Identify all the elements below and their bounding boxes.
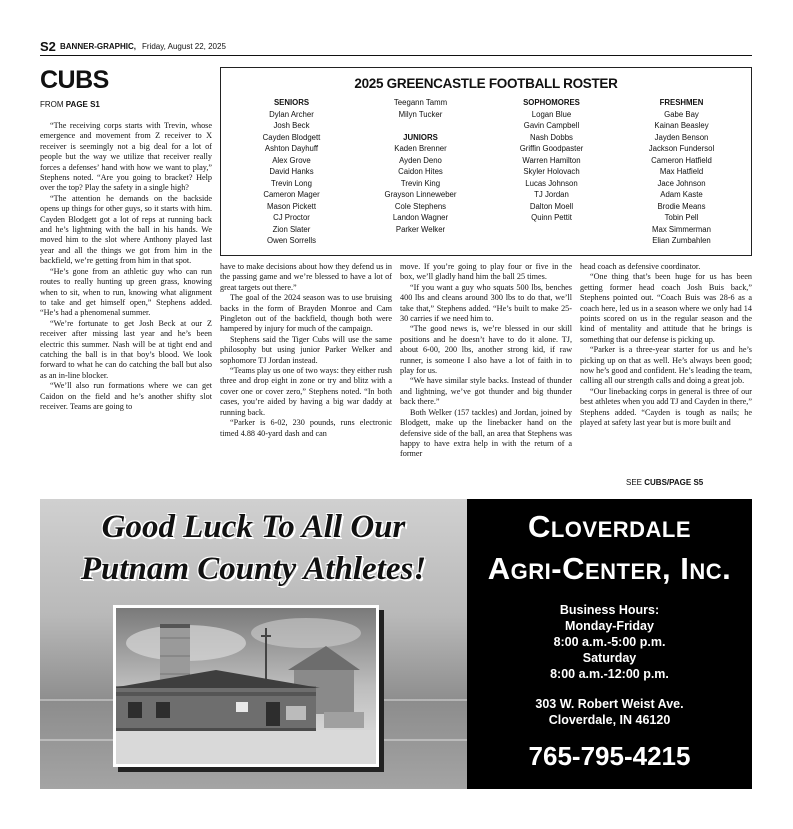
weekday-hours: 8:00 a.m.-5:00 p.m. xyxy=(553,635,666,649)
weekday-label: Monday-Friday xyxy=(565,619,654,633)
saturday-hours: 8:00 a.m.-12:00 p.m. xyxy=(550,667,669,681)
jump-from-line xyxy=(40,100,100,109)
roster-player: CJ Proctor xyxy=(273,213,310,222)
freshmen-list xyxy=(629,109,734,247)
article-paragraph: “We have similar style backs. Instead of thunder and lightning, we’ve got thunder and big thunder back there.” xyxy=(400,376,572,407)
article-paragraph: “Parker is 6-02, 230 pounds, runs electronic timed 4.88 40-yard dash and can xyxy=(220,418,392,438)
street-address: 303 W. Robert Weist Ave. xyxy=(535,697,684,711)
roster-player: Gavin Campbell xyxy=(523,121,580,130)
roster-player: Tobin Pell xyxy=(664,213,699,222)
article-paragraph: “Teams play us one of two ways: they either rush three and drop eight in zone or try and blitz with a cover one or cover zero,” Stephens noted. “In both cases, you’re aided by having a big war daddy at running back. xyxy=(220,366,392,417)
roster-freshmen xyxy=(629,97,734,247)
roster-player: Skyler Holovach xyxy=(523,167,580,176)
see-prefix: SEE xyxy=(626,478,643,487)
ad-left-panel xyxy=(40,499,467,789)
article-column-2 xyxy=(220,262,392,439)
article-paragraph: The goal of the 2024 season was to use bruising backs in the form of Brayden Monroe and Cam Pingleton out of the backfield, though both were hampered by injury for much of the campaign. xyxy=(220,293,392,334)
roster-player: Logan Blue xyxy=(531,109,572,119)
roster-player: Caidon Hites xyxy=(398,167,443,176)
article-paragraph: “If you want a guy who squats 500 lbs, benches 400 lbs and cleans around 300 lbs to do that, we’ll take that,” Stephens added. “He’s built to make 25-30 carries if we need him to. xyxy=(400,282,572,324)
roster-player: Kaden Brenner xyxy=(394,144,447,153)
roster-player: Ashton Dayhuff xyxy=(264,144,319,153)
page-number: S2 xyxy=(40,39,56,54)
roster-player: Dylan Archer xyxy=(269,109,314,119)
roster-player: Cameron Mager xyxy=(263,190,320,199)
article-paragraph: “We’re fortunate to get Josh Beck at our Z receiver after missing last year and he’s been electric this summer. Nash will be at tight end and catching the ball is in that boy’s blood. We look forward to what he can do catching the ball but also as an in-line blocker. xyxy=(40,318,212,380)
roster-player: Owen Sorrells xyxy=(267,236,316,245)
article-paragraph: “The receiving corps starts with Trevin, whose emergence and movement from Z receiver to X receiver is seemingly not a big deal for a lot of people but the way we utilize that receiver really forces a defenses’ hand with how we want to play,” Stephens noted. “Are you going to bracket? Help over the top? Play the safety in a single high? xyxy=(40,121,212,193)
roster-seniors-juniors xyxy=(368,97,473,235)
ad-slogan-line-1: Good Luck To All Our xyxy=(101,509,406,545)
roster-player: Lucas Johnson xyxy=(525,178,578,188)
roster-heading-sophomores: SOPHOMORES xyxy=(523,98,580,107)
city-address: Cloverdale, IN 46120 xyxy=(548,713,671,727)
roster-player: Jayden Benson xyxy=(654,132,709,142)
roster-player: Warren Hamilton xyxy=(522,155,581,165)
roster-player: Cole Stephens xyxy=(394,201,447,211)
roster-player: David Hanks xyxy=(269,167,314,176)
page-header xyxy=(40,40,752,56)
from-label: FROM xyxy=(40,100,64,109)
roster-player: Josh Beck xyxy=(273,121,310,130)
roster-player: Elian Zumbahlen xyxy=(652,236,711,245)
roster-player: Trevin King xyxy=(400,178,441,188)
roster-player: Brodie Means xyxy=(657,201,706,211)
roster-box xyxy=(220,67,752,256)
roster-player: Dalton Moell xyxy=(529,201,574,211)
article-paragraph: “Our linebacking corps in general is three of our best athletes when you add TJ and Cayden in there,” Stephens added. “Cayden is tough as nails; he played at safety last year but is more built and xyxy=(580,386,752,428)
roster-player: Trevin Long xyxy=(271,178,312,188)
roster-player: Milyn Tucker xyxy=(398,109,443,119)
roster-title: 2025 GREENCASTLE FOOTBALL ROSTER xyxy=(354,76,618,91)
roster-player: Alex Grove xyxy=(272,155,311,165)
roster-player: TJ Jordan xyxy=(534,190,569,199)
roster-seniors xyxy=(239,97,344,247)
article-column-3 xyxy=(400,262,572,460)
roster-player: Cameron Hatfield xyxy=(651,155,712,165)
article-paragraph: have to make decisions about how they defend us in the passing game and we’re blessed to have a lot of great targets out there.” xyxy=(220,262,392,292)
building-illustration xyxy=(116,608,376,764)
saturday-label: Saturday xyxy=(582,651,637,665)
sophomores-list xyxy=(499,109,604,224)
roster-player: Quinn Pettit xyxy=(531,213,572,222)
roster-heading-juniors: JUNIORS xyxy=(403,132,438,142)
roster-heading-seniors: SENIORS xyxy=(273,98,310,107)
article-paragraph: “We’ll also run formations where we can get Caidon on the field and he’s another shifty slot receiver. Teams are going to xyxy=(40,381,212,411)
roster-player: Ayden Deno xyxy=(399,155,442,165)
roster-player: Zion Slater xyxy=(272,224,311,234)
article-paragraph: Both Welker (157 tackles) and Jordan, joined by Blodgett, make up the linebacker hand on the defensive side of the ball, an area that Stephens was happy to have extra help in with the return of a former xyxy=(400,407,572,459)
from-page: PAGE S1 xyxy=(65,100,100,109)
article-paragraph: Stephens said the Tiger Cubs will use the same philosophy but using junior Parker Welker and sophomore TJ Jordan instead. xyxy=(220,334,392,365)
roster-player: Parker Welker xyxy=(395,224,446,234)
advertisement xyxy=(40,499,752,789)
roster-player: Nash Dobbs xyxy=(530,132,573,142)
phone-number: 765-795-4215 xyxy=(528,741,691,771)
roster-player: Max Simmerman xyxy=(652,224,711,234)
article-paragraph: head coach as defensive coordinator. xyxy=(580,262,701,271)
roster-player: Cayden Blodgett xyxy=(262,132,321,142)
publication-name: BANNER-GRAPHIC, xyxy=(60,42,136,51)
publication-date: Friday, August 22, 2025 xyxy=(142,42,226,51)
grain-elevator-photo xyxy=(113,605,379,767)
roster-sophomores xyxy=(499,97,604,224)
jump-to-line xyxy=(626,478,703,487)
juniors-list xyxy=(368,143,473,235)
article-paragraph: “The attention he demands on the backside opens up things for other guys, so it starts with him. Cayden Blodgett got a lot of reps at running back and he’s lightning with the ball in his hands. We moved him to the slot where Anthony played last year and all the things we got from him in the backfield, we’re getting from him in that spot. xyxy=(40,193,212,266)
article-paragraph: “One thing that’s been huge for us has been getting former head coach Josh Buis back,” Stephens pointed out. “Coach Buis was 28-6 as a coach here, led us in a season where we only had 14 points scored on us in the regular season and the kind of mentality and attitude that he brings is something that our defense is picking up. xyxy=(580,272,752,344)
article-paragraph: “Parker is a three-year starter for us and he’s picking up on that as well. He’s always been good; now he’s good and confident. He’s leading the team, calling all our strength calls and doing a great job. xyxy=(580,345,752,386)
business-hours-label: Business Hours: xyxy=(559,603,660,617)
see-reference: CUBS/PAGE S5 xyxy=(644,478,704,487)
roster-player: Landon Wagner xyxy=(392,213,449,222)
article-headline: CUBS xyxy=(40,66,109,94)
roster-player: Teegann Tamm xyxy=(393,98,448,107)
roster-player: Max Hatfield xyxy=(659,167,704,176)
roster-player: Gabe Bay xyxy=(664,109,699,119)
article-column-4 xyxy=(580,262,752,429)
roster-player: Mason Pickett xyxy=(267,201,316,211)
roster-player: Adam Kaste xyxy=(660,190,703,199)
article-paragraph: “He’s gone from an athletic guy who can run routes to really hunting up green grass, knowing when to sit, when to run, knowing what alignment to take and get himself open,” Stephens added. “He’s had a phenomenal summer. xyxy=(40,266,212,318)
roster-player: Jackson Fundersol xyxy=(648,144,715,153)
company-name-line-1: Cloverdale xyxy=(527,509,692,544)
roster-player: Grayson Linneweber xyxy=(384,190,457,199)
ad-slogan-line-2: Putnam County Athletes! xyxy=(80,551,427,587)
company-name-line-2: Agri-Center, Inc. xyxy=(487,551,732,586)
ad-right-panel xyxy=(467,499,752,789)
article-column-1 xyxy=(40,121,212,412)
roster-player: Griffin Goodpaster xyxy=(519,144,584,153)
article-paragraph: “The good news is, we’re blessed in our skill positions and he doesn’t have to do it alone. TJ, about 6-00, 200 lbs, another strong kid, if raw runner, is someone I also have a lot of faith in to play for us. xyxy=(400,324,572,376)
seniors-list xyxy=(239,109,344,247)
seniors-cont-list xyxy=(368,97,473,120)
roster-heading-freshmen: FRESHMEN xyxy=(659,98,704,107)
roster-player: Kainan Beasley xyxy=(654,121,709,130)
article-paragraph: move. If you’re going to play four or five in the box, we’ll gladly hand him the ball 25 times. xyxy=(400,262,572,282)
roster-player: Jace Johnson xyxy=(657,178,706,188)
